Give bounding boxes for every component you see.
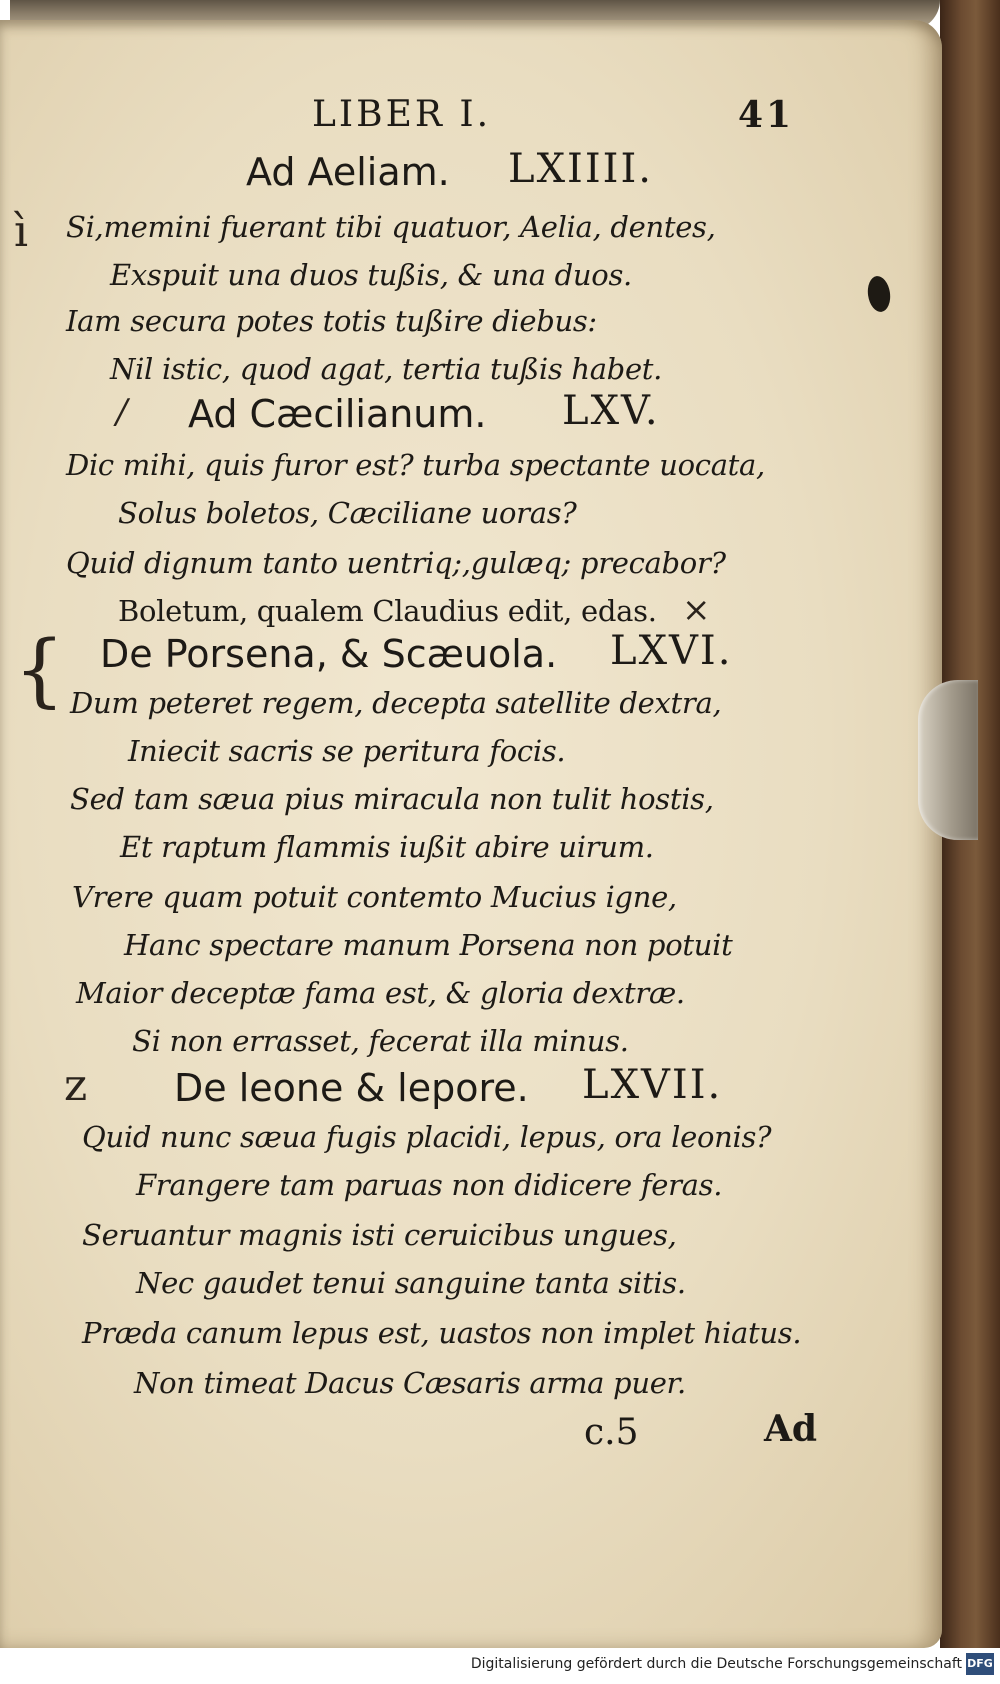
verse-line: Maior deceptæ fama est, & gloria dextræ. xyxy=(76,976,685,1010)
verse-line: Frangere tam paruas non didicere feras. xyxy=(136,1168,723,1202)
margin-mark: / xyxy=(116,392,128,432)
verse-line: Si,memini fuerant tibi quatuor, Aelia, dentes, xyxy=(66,210,716,244)
verse-line: Iam secura potes totis tußire diebus: xyxy=(66,304,597,338)
margin-mark: ì xyxy=(14,206,29,257)
verse-line: Non timeat Dacus Cæsaris arma puer. xyxy=(134,1366,686,1400)
verse-line: Sed tam sæua pius miracula non tulit hostis, xyxy=(70,782,714,816)
verse-line: Seruantur magnis isti ceruicibus ungues, xyxy=(82,1218,677,1252)
poem-number: LXV. xyxy=(562,388,660,434)
poem-number: LXVII. xyxy=(582,1062,723,1108)
verse-line: Hanc spectare manum Porsena non potuit xyxy=(124,928,733,962)
verse-line: Nil istic, quod agat, tertia tußis habet. xyxy=(110,352,663,386)
catchword: Ad xyxy=(764,1408,818,1450)
verse-line: Iniecit sacris se peritura focis. xyxy=(128,734,566,768)
verse-line: Dic mihi, quis furor est? turba spectante uocata, xyxy=(66,448,765,482)
folio-number: 41 xyxy=(738,94,795,136)
margin-mark: × xyxy=(682,590,711,630)
poem-title: Ad Aeliam. xyxy=(246,150,450,194)
verse-line: Si non errasset, fecerat illa minus. xyxy=(132,1024,629,1058)
poem-number: LXVI. xyxy=(610,628,733,674)
poem-title: Ad Cæcilianum. xyxy=(188,392,487,436)
dfg-logo: DFG xyxy=(966,1653,994,1675)
verse-line: Quid dignum tanto uentriq;,gulæq; precabor? xyxy=(66,546,726,580)
poem-number: LXIIII. xyxy=(508,146,653,192)
verse-line: Vrere quam potuit contemto Mucius igne, xyxy=(72,880,677,914)
poem-title: De leone & lepore. xyxy=(174,1066,529,1110)
footer-bar xyxy=(0,1648,1000,1684)
margin-mark: z xyxy=(64,1060,88,1111)
verse-line: Nec gaudet tenui sanguine tanta sitis. xyxy=(136,1266,686,1300)
verse-line: Dum peteret regem, decepta satellite dextra, xyxy=(70,686,722,720)
margin-bracket: { xyxy=(14,623,65,716)
verse-line: Exspuit una duos tußis, & una duos. xyxy=(110,258,632,292)
footer-credit: Digitalisierung gefördert durch die Deutsche Forschungsgemeinschaft xyxy=(470,1656,962,1672)
verse-line: Præda canum lepus est, uastos non implet hiatus. xyxy=(82,1316,802,1350)
verse-line: Boletum, qualem Claudius edit, edas. xyxy=(118,594,657,628)
verse-line: Solus boletos, Cæciliane uoras? xyxy=(118,496,577,530)
signature-mark: c.5 xyxy=(584,1412,639,1453)
page-clip xyxy=(918,680,978,840)
running-head: LIBER I. xyxy=(312,94,492,135)
verse-line: Quid nunc sæua fugis placidi, lepus, ora leonis? xyxy=(82,1120,772,1154)
verse-line: Et raptum flammis iußit abire uirum. xyxy=(120,830,654,864)
poem-title: De Porsena, & Scæuola. xyxy=(100,632,558,676)
